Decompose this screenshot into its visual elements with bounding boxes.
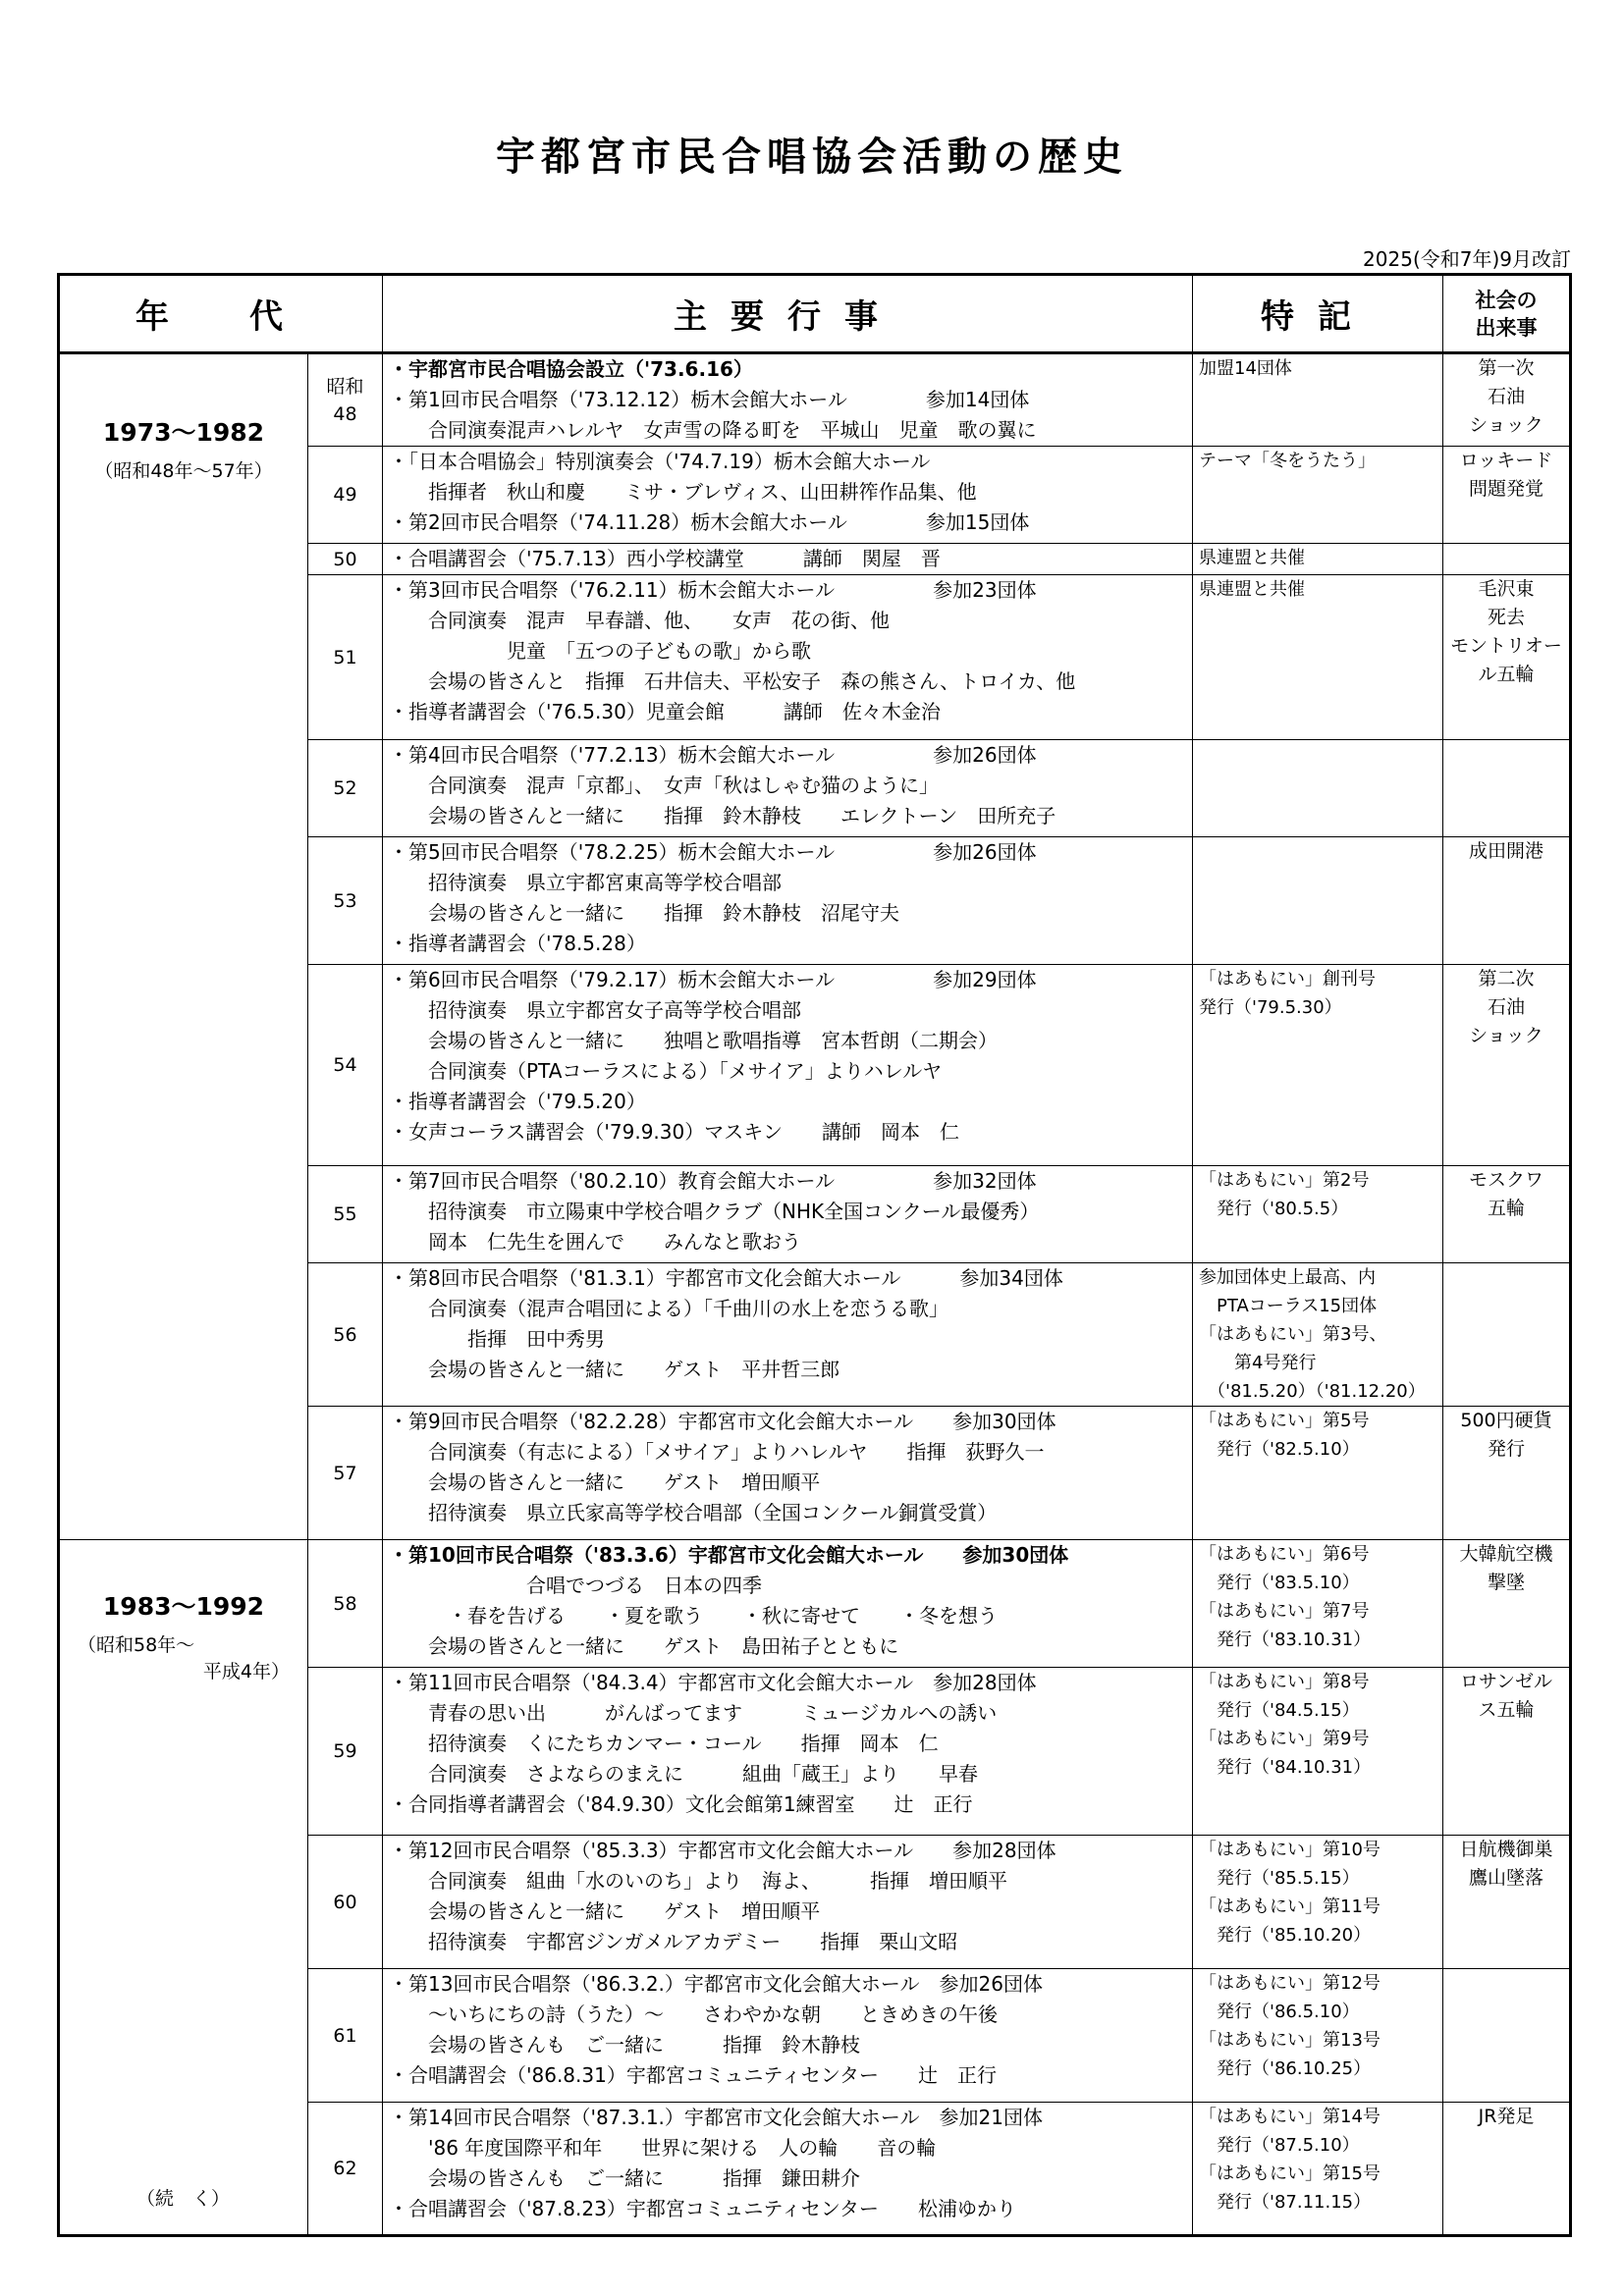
social-cell [1443,1166,1571,1263]
event-line: ・「日本合唱協会」特別演奏会（'74.7.19）栃木会館大ホール [389,450,931,473]
social-cell [1443,544,1571,575]
year-label: 57 [333,1462,357,1484]
note-line: 県連盟と共催 [1199,548,1305,568]
social-event-line: ショック [1469,414,1543,436]
year-cell [308,1969,383,2103]
table-row [59,1540,1571,1668]
year-cell [308,544,383,575]
notes-cell [1193,353,1443,447]
event-line: ・第2回市民合唱祭（'74.11.28）栃木会館大ホール 参加15団体 [389,510,1030,534]
social-cell [1443,1540,1571,1668]
social-cell [1443,1969,1571,2103]
year-cell [308,965,383,1166]
social-cell [1443,965,1571,1166]
event-line: 合同演奏（混声合唱団による）「千曲川の水上を恋うる歌」 [389,1297,948,1320]
event-line: 会場の皆さんと一緒に 指揮 鈴木静枝 沼尾守夫 [389,901,899,925]
year-cell [308,1166,383,1263]
event-line: 招待演奏 県立宇都宮東高等学校合唱部 [389,871,782,894]
year-label: 55 [333,1203,357,1225]
note-line: 「はあもにい」第3号、 [1199,1324,1387,1345]
era-subtitle: （昭和48年～57年） [94,460,273,482]
social-event-line: 発行 [1487,1438,1525,1460]
year-label: 53 [333,889,357,912]
event-line: ・第4回市民合唱祭（'77.2.13）栃木会館大ホール 参加26団体 [389,743,1037,767]
event-line: 指揮者 秋山和慶 ミサ・ブレヴィス、山田耕筰作品集、他 [389,480,977,504]
events-cell [383,1969,1193,2103]
event-line: 合同演奏（PTAコーラスによる）「メサイア」よりハレルヤ [389,1059,943,1083]
continued-note: （続 く） [136,2188,231,2210]
social-event-line: ル五輪 [1478,664,1535,685]
event-line: 会場の皆さんと 指揮 石井信夫、平松安子 森の熊さん、トロイカ、他 [389,669,1076,693]
note-line: 発行（'85.10.20） [1199,1925,1372,1946]
social-cell [1443,1668,1571,1836]
social-cell [1443,1836,1571,1969]
social-event-line: 撃墜 [1487,1572,1525,1593]
social-event-line: 大韓航空機 [1459,1543,1553,1565]
note-line: 発行（'87.11.15） [1199,2192,1372,2213]
note-line: 発行（'83.10.31） [1199,1629,1372,1650]
notes-cell [1193,1407,1443,1540]
events-cell [383,837,1193,965]
event-line: ・宇都宮市民合唱協会設立（'73.6.16） [389,357,753,381]
event-line: ・第1回市民合唱祭（'73.12.12）栃木会館大ホール 参加14団体 [389,388,1030,411]
era-cell [59,1540,308,2236]
event-line: ・春を告げる ・夏を歌う ・秋に寄せて ・冬を想う [389,1604,998,1628]
event-line: ・第14回市民合唱祭（'87.3.1.）宇都宮市文化会館大ホール 参加21団体 [389,2106,1043,2129]
year-label: 昭和 48 [326,375,364,425]
era-range: 1983～1992 [102,1592,265,1621]
event-line: ・第3回市民合唱祭（'76.2.11）栃木会館大ホール 参加23団体 [389,578,1037,602]
note-line: 「はあもにい」第7号 [1199,1601,1370,1622]
event-line: ・合唱講習会（'87.8.23）宇都宮コミュニティセンター 松浦ゆかり [389,2197,1017,2220]
events-cell [383,447,1193,544]
social-event-line: モントリオー [1450,635,1562,657]
year-cell [308,837,383,965]
note-line: 発行（'84.5.15） [1199,1700,1360,1721]
event-line: 招待演奏 市立陽東中学校合唱クラブ（NHK全国コンクール最優秀） [389,1200,1040,1223]
note-line: 発行（'86.10.25） [1199,2058,1372,2079]
social-cell [1443,447,1571,544]
note-line: 発行（'84.10.31） [1199,1757,1372,1778]
social-cell [1443,740,1571,837]
year-cell [308,1263,383,1407]
note-line: 発行（'85.5.15） [1199,1868,1360,1889]
event-line: 会場の皆さんと一緒に ゲスト 島田祐子とともに [389,1634,899,1658]
header-era: 年 代 [59,275,383,353]
year-label: 61 [333,2024,357,2047]
social-event-line: ロサンゼル [1459,1671,1553,1692]
social-event-line: ロッキード [1459,450,1553,471]
social-event-line: モスクワ [1468,1169,1543,1191]
event-line: ・合唱講習会（'75.7.13）西小学校講堂 講師 関屋 晋 [389,547,941,570]
notes-cell [1193,740,1443,837]
events-cell [383,1407,1193,1540]
note-line: 「はあもにい」第9号 [1199,1729,1370,1749]
notes-cell [1193,1166,1443,1263]
year-label: 56 [333,1323,357,1346]
event-line: 会場の皆さんと一緒に ゲスト 平井哲三郎 [389,1358,840,1381]
events-cell [383,740,1193,837]
note-line: 「はあもにい」第2号 [1199,1170,1370,1191]
social-event-line: 五輪 [1487,1198,1525,1219]
event-line: ・第8回市民合唱祭（'81.3.1）宇都宮市文化会館大ホール 参加34団体 [389,1266,1063,1290]
social-cell [1443,837,1571,965]
event-line: 会場の皆さんと一緒に ゲスト 増田順平 [389,1899,821,1923]
table-row [59,353,1571,447]
event-line: ・指導者講習会（'76.5.30）児童会館 講師 佐々木金治 [389,700,941,723]
year-label: 49 [333,484,357,506]
event-line: ・指導者講習会（'79.5.20） [389,1090,646,1113]
year-cell [308,2103,383,2236]
social-event-line: ショック [1469,1025,1543,1046]
year-cell [308,1407,383,1540]
event-line: ・女声コーラス講習会（'79.9.30）マスキン 講師 岡本 仁 [389,1120,960,1144]
social-event-line: 日航機御巣 [1459,1839,1553,1860]
social-cell [1443,2103,1571,2236]
notes-cell [1193,837,1443,965]
events-cell [383,575,1193,740]
year-label: 59 [333,1740,357,1762]
year-label: 60 [333,1891,357,1913]
year-label: 54 [333,1054,357,1076]
note-line: 「はあもにい」第5号 [1199,1411,1370,1431]
era-cell [59,353,308,1540]
events-cell [383,1166,1193,1263]
note-line: 「はあもにい」第12号 [1199,1973,1380,1994]
year-label: 52 [333,777,357,799]
social-cell [1443,575,1571,740]
note-line: 「はあもにい」第6号 [1199,1544,1370,1565]
year-label: 50 [333,548,357,570]
event-line: ・指導者講習会（'78.5.28） [389,932,646,955]
header-events: 主要行事 [383,275,1193,353]
year-cell [308,740,383,837]
history-table [57,273,1572,2237]
social-event-line: 問題発覚 [1468,478,1543,500]
event-line: ・合唱講習会（'86.8.31）宇都宮コミュニティセンター 辻 正行 [389,2063,998,2087]
notes-cell [1193,544,1443,575]
event-line: ・第11回市民合唱祭（'84.3.4）宇都宮市文化会館大ホール 参加28団体 [389,1671,1037,1694]
note-line: 「はあもにい」第15号 [1199,2163,1380,2184]
notes-cell [1193,2103,1443,2236]
note-line: （'81.5.20）（'81.12.20） [1199,1381,1426,1402]
event-line: 合唱でつづる 日本の四季 [389,1574,762,1597]
social-event-line: 毛沢東 [1478,578,1535,600]
social-cell [1443,353,1571,447]
note-line: 第4号発行 [1199,1353,1317,1373]
event-line: 合同演奏 混声「京都」、 女声「秋はしゃむ猫のように」 [389,774,939,797]
note-line: 「はあもにい」第11号 [1199,1896,1380,1917]
event-line: ・第12回市民合唱祭（'85.3.3）宇都宮市文化会館大ホール 参加28団体 [389,1839,1056,1862]
event-line: 合同演奏混声ハレルヤ 女声雪の降る町を 平城山 児童 歌の翼に [389,418,1037,442]
note-line: 「はあもにい」第10号 [1199,1840,1380,1860]
year-cell [308,1668,383,1836]
note-line: 「はあもにい」創刊号 [1199,969,1376,989]
event-line: 合同演奏 混声 早春譜、他、 女声 花の街、他 [389,609,890,632]
year-cell [308,1836,383,1969]
note-line: 加盟14団体 [1199,358,1292,379]
social-event-line: 鷹山墜落 [1468,1867,1543,1889]
social-event-line: 石油 [1487,386,1525,407]
era-range: 1973～1982 [102,418,265,447]
note-line: 発行（'80.5.5） [1199,1199,1349,1219]
header-row [59,275,1571,353]
note-line: 「はあもにい」第13号 [1199,2030,1380,2051]
event-line: 児童 「五つの子どもの歌」から歌 [389,639,811,663]
event-line: 招待演奏 県立宇都宮女子高等学校合唱部 [389,998,801,1022]
event-line: ～いちにちの詩（うた）～ さわやかな朝 ときめきの午後 [389,2002,998,2026]
event-line: 会場の皆さんも ご一緒に 指揮 鎌田耕介 [389,2166,860,2190]
note-line: 「はあもにい」第8号 [1199,1672,1370,1692]
event-line: ・第6回市民合唱祭（'79.2.17）栃木会館大ホール 参加29団体 [389,968,1037,991]
social-cell [1443,1263,1571,1407]
event-line: 招待演奏 くにたちカンマー・コール 指揮 岡本 仁 [389,1732,939,1755]
event-line: '86 年度国際平和年 世界に架ける 人の輪 音の輪 [389,2136,937,2160]
year-cell [308,353,383,447]
event-line: 合同演奏 組曲「水のいのち」より 海よ、 指揮 増田順平 [389,1869,1007,1893]
social-event-line: 第一次 [1478,357,1535,379]
event-line: ・合同指導者講習会（'84.9.30）文化会館第1練習室 辻 正行 [389,1792,973,1816]
note-line: 「はあもにい」第14号 [1199,2107,1380,2127]
notes-cell [1193,1263,1443,1407]
note-line: PTAコーラス15団体 [1199,1296,1378,1316]
era-subtitle: 平成4年） [202,1661,290,1682]
event-line: 会場の皆さんと一緒に ゲスト 増田順平 [389,1470,821,1494]
notes-cell [1193,1836,1443,1969]
note-line: 参加団体史上最高、内 [1199,1267,1376,1288]
social-event-line: 死去 [1487,607,1525,628]
social-event-line: 500円硬貨 [1460,1410,1552,1431]
event-line: ・第7回市民合唱祭（'80.2.10）教育会館大ホール 参加32団体 [389,1169,1037,1193]
social-event-line: 第二次 [1478,968,1535,989]
notes-cell [1193,575,1443,740]
note-line: 発行（'82.5.10） [1199,1439,1360,1460]
note-line: 発行（'83.5.10） [1199,1573,1360,1593]
events-cell [383,544,1193,575]
revision-date: 2025(令和7年)9月改訂 [1363,247,1571,271]
event-line: 会場の皆さんと一緒に 指揮 鈴木静枝 エレクトーン 田所充子 [389,804,1056,828]
year-label: 51 [333,646,357,668]
events-cell [383,1263,1193,1407]
event-line: 合同演奏 さよならのまえに 組曲「蔵王」より 早春 [389,1762,978,1786]
note-line: 発行（'86.5.10） [1199,2002,1360,2022]
event-line: ・第10回市民合唱祭（'83.3.6）宇都宮市文化会館大ホール 参加30団体 [389,1543,1069,1567]
event-line: 合同演奏（有志による）「メサイア」よりハレルヤ 指揮 荻野久一 [389,1440,1045,1464]
event-line: 会場の皆さんも ご一緒に 指揮 鈴木静枝 [389,2033,860,2056]
events-cell [383,1540,1193,1668]
event-line: ・第5回市民合唱祭（'78.2.25）栃木会館大ホール 参加26団体 [389,840,1037,864]
event-line: 会場の皆さんと一緒に 独唱と歌唱指導 宮本哲朗（二期会） [389,1029,998,1052]
events-cell [383,2103,1193,2236]
year-cell [308,1540,383,1668]
event-line: 招待演奏 県立氏家高等学校合唱部（全国コンクール銅賞受賞） [389,1501,998,1524]
events-cell [383,353,1193,447]
event-line: 青春の思い出 がんばってます ミュージカルへの誘い [389,1701,998,1725]
notes-cell [1193,1969,1443,2103]
year-label: 62 [333,2158,357,2179]
notes-cell [1193,1668,1443,1836]
note-line: 発行（'79.5.30） [1199,997,1342,1018]
notes-cell [1193,965,1443,1166]
social-event-line: ス五輪 [1478,1699,1535,1721]
era-subtitle: （昭和58年～ [78,1634,195,1656]
event-line: 岡本 仁先生を囲んで みんなと歌おう [389,1230,801,1254]
note-line: テーマ「冬をうたう」 [1199,451,1376,471]
event-line: ・第13回市民合唱祭（'86.3.2.）宇都宮市文化会館大ホール 参加26団体 [389,1972,1043,1996]
header-notes: 特記 [1193,275,1443,353]
social-event-line: 成田開港 [1468,840,1543,862]
year-cell [308,575,383,740]
note-line: 発行（'87.5.10） [1199,2135,1360,2156]
event-line: 指揮 田中秀男 [389,1327,605,1351]
notes-cell [1193,447,1443,544]
event-line: ・第9回市民合唱祭（'82.2.28）宇都宮市文化会館大ホール 参加30団体 [389,1410,1056,1433]
note-line: 県連盟と共催 [1199,579,1305,600]
year-cell [308,447,383,544]
page-title: 宇都宮市民合唱協会活動の歴史 [496,134,1128,180]
social-event-line: JR発足 [1478,2106,1535,2127]
events-cell [383,1668,1193,1836]
events-cell [383,965,1193,1166]
notes-cell [1193,1540,1443,1668]
header-social: 社会の 出来事 [1443,275,1571,353]
events-cell [383,1836,1193,1969]
social-event-line: 石油 [1487,996,1525,1018]
social-cell [1443,1407,1571,1540]
year-label: 58 [333,1592,357,1615]
event-line: 招待演奏 宇都宮ジンガメルアカデミー 指揮 栗山文昭 [389,1930,958,1953]
